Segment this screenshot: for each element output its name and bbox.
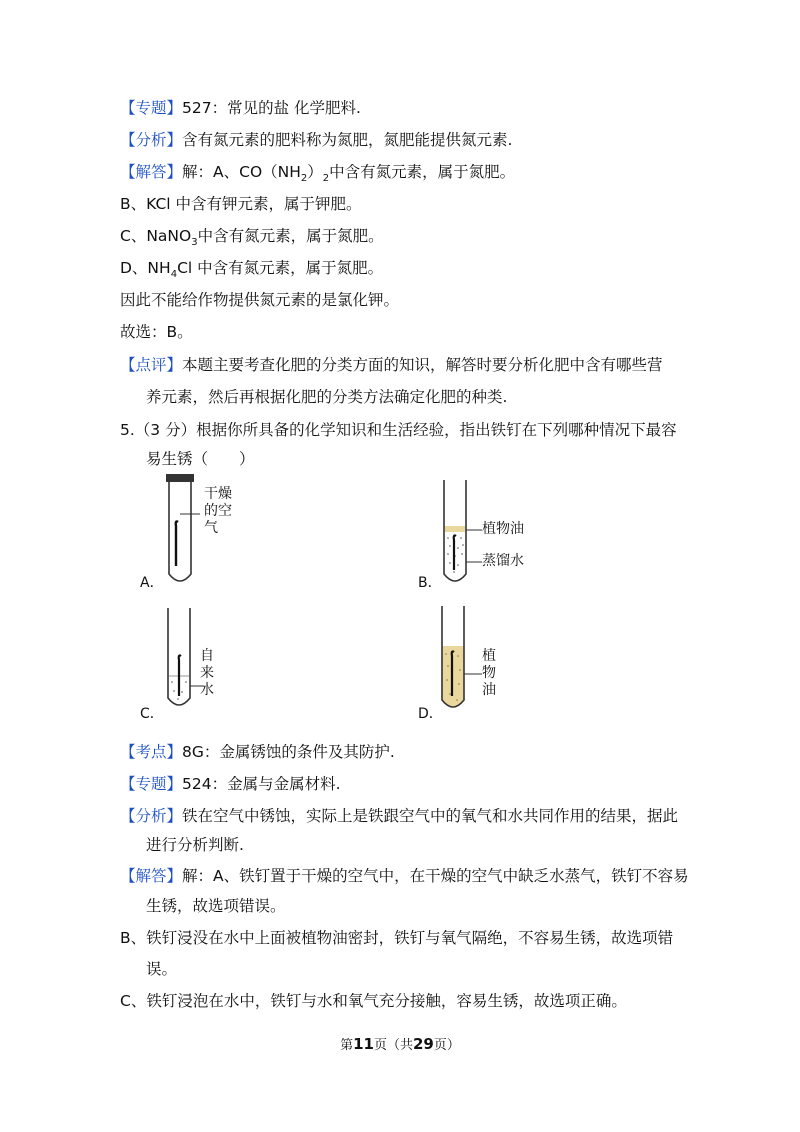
kaodian-text: 8G：金属锈蚀的条件及其防护. [182,743,395,761]
choice-line: 故选：B。 [120,323,193,341]
figure-c-label-text [200,648,214,699]
subscript: 3 [191,237,198,248]
text: 中含有氮元素，属于氮肥。 [197,227,384,245]
fig-d-text-2: 物 [482,665,496,681]
water-dots [447,537,464,573]
figure-b-water-text: 蒸馏水 [482,553,524,569]
jieda-line [120,866,689,886]
topic-text: 527：常见的盐 化学肥料. [182,99,361,117]
analysis-line [120,130,512,150]
page-number: 11 [353,1035,374,1053]
nail [454,536,456,571]
analysis-text: 含有氮元素的肥料称为氮肥，氮肥能提供氮元素. [182,131,513,149]
page-footer [0,1034,800,1053]
fig-d-text-1: 植 [482,648,496,664]
kaodian-line [120,742,395,762]
zhuanti-line [120,774,341,794]
figure-a-letter: A． [140,575,164,591]
text: Cl 中含有氮元素，属于氮肥。 [177,259,384,277]
fig-c-text-3: 水 [200,682,214,698]
conclusion-line: 因此不能给作物提供氮元素的是氯化钾。 [120,291,400,309]
subscript: 4 [170,269,178,280]
zhuanti-text: 524：金属与金属材料. [182,775,341,793]
fig-d-text-3: 油 [482,682,496,698]
kaodian-tag: 【考点】 [120,743,183,761]
fig-a-text-3: 气 [204,520,218,536]
comment-line-2: 养元素，然后再根据化肥的分类方法确定化肥的种类. [146,388,508,406]
comment-tag: 【点评】 [120,356,183,374]
fig-c-text-2: 来 [200,665,214,681]
figure-a-label-text [204,486,232,537]
answer-b-line-2: 误。 [146,960,178,978]
question-5-cont: 易生锈（ ） [146,450,255,468]
jieda-line-2: 生锈，故选项错误。 [146,897,286,915]
answer-b-line: B、铁钉浸没在水中上面被植物油密封，铁钉与氧气隔绝，不容易生锈，故选项错 [120,929,674,947]
subscript: 2 [322,173,330,184]
tube-outline [169,482,191,581]
footer-post: 页） [433,1038,460,1053]
comment-text: 本题主要考查化肥的分类方面的知识，解答时要分析化肥中含有哪些营 [182,356,663,374]
figure-d-letter: D． [418,706,443,722]
solution-text-c: 中含有氮元素，属于氮肥。 [329,163,516,181]
total-pages: 29 [413,1035,434,1053]
fenxi-line-2: 进行分析判断. [146,836,244,854]
fenxi-text: 铁在空气中锈蚀，实际上是铁跟空气中的氧气和水共同作用的结果，据此 [182,807,679,825]
nail [176,522,178,567]
figure-b-oil-text: 植物油 [482,521,524,537]
solution-line [120,162,515,185]
footer-mid: 页（共 [373,1038,413,1053]
solution-text-a: 解：A、CO（NH [182,163,301,181]
answer-c-line: C、铁钉浸泡在水中，铁钉与水和氧气充分接触，容易生锈，故选项正确。 [120,992,627,1010]
topic-line [120,98,361,118]
fig-c-text-1: 自 [200,648,214,664]
oil-layer [445,526,465,532]
jieda-tag: 【解答】 [120,867,183,885]
text: C、NaNO [120,227,192,245]
topic-tag: 【专题】 [120,99,183,117]
comment-line [120,355,663,375]
option-b-line: B、KCl 中含有钾元素，属于钾肥。 [120,195,362,213]
figure-c-letter: C． [140,706,164,722]
solution-text-b: ） [307,163,323,181]
fenxi-tag: 【分析】 [120,807,183,825]
fig-a-text-1: 干燥 [204,486,232,502]
figure-b-letter: B． [418,575,442,591]
option-d-line [120,258,383,281]
question-5: 5.（3 分）根据你所具备的化学知识和生活经验，指出铁钉在下列哪种情况下最容 [120,421,677,439]
analysis-tag: 【分析】 [120,131,183,149]
figure-d-label-text [482,648,496,699]
subscript: 2 [300,173,308,184]
jieda-text: 解：A、铁钉置于干燥的空气中，在干燥的空气中缺乏水蒸气，铁钉不容易 [182,867,689,885]
stopper [166,474,194,482]
text: D、NH [120,259,171,277]
fig-a-text-2: 的空 [204,503,232,519]
footer-pre: 第 [340,1038,354,1053]
fenxi-line [120,806,678,826]
figure-a-tube [160,474,200,592]
solution-tag: 【解答】 [120,163,183,181]
option-c-line [120,226,384,249]
zhuanti-tag: 【专题】 [120,775,183,793]
